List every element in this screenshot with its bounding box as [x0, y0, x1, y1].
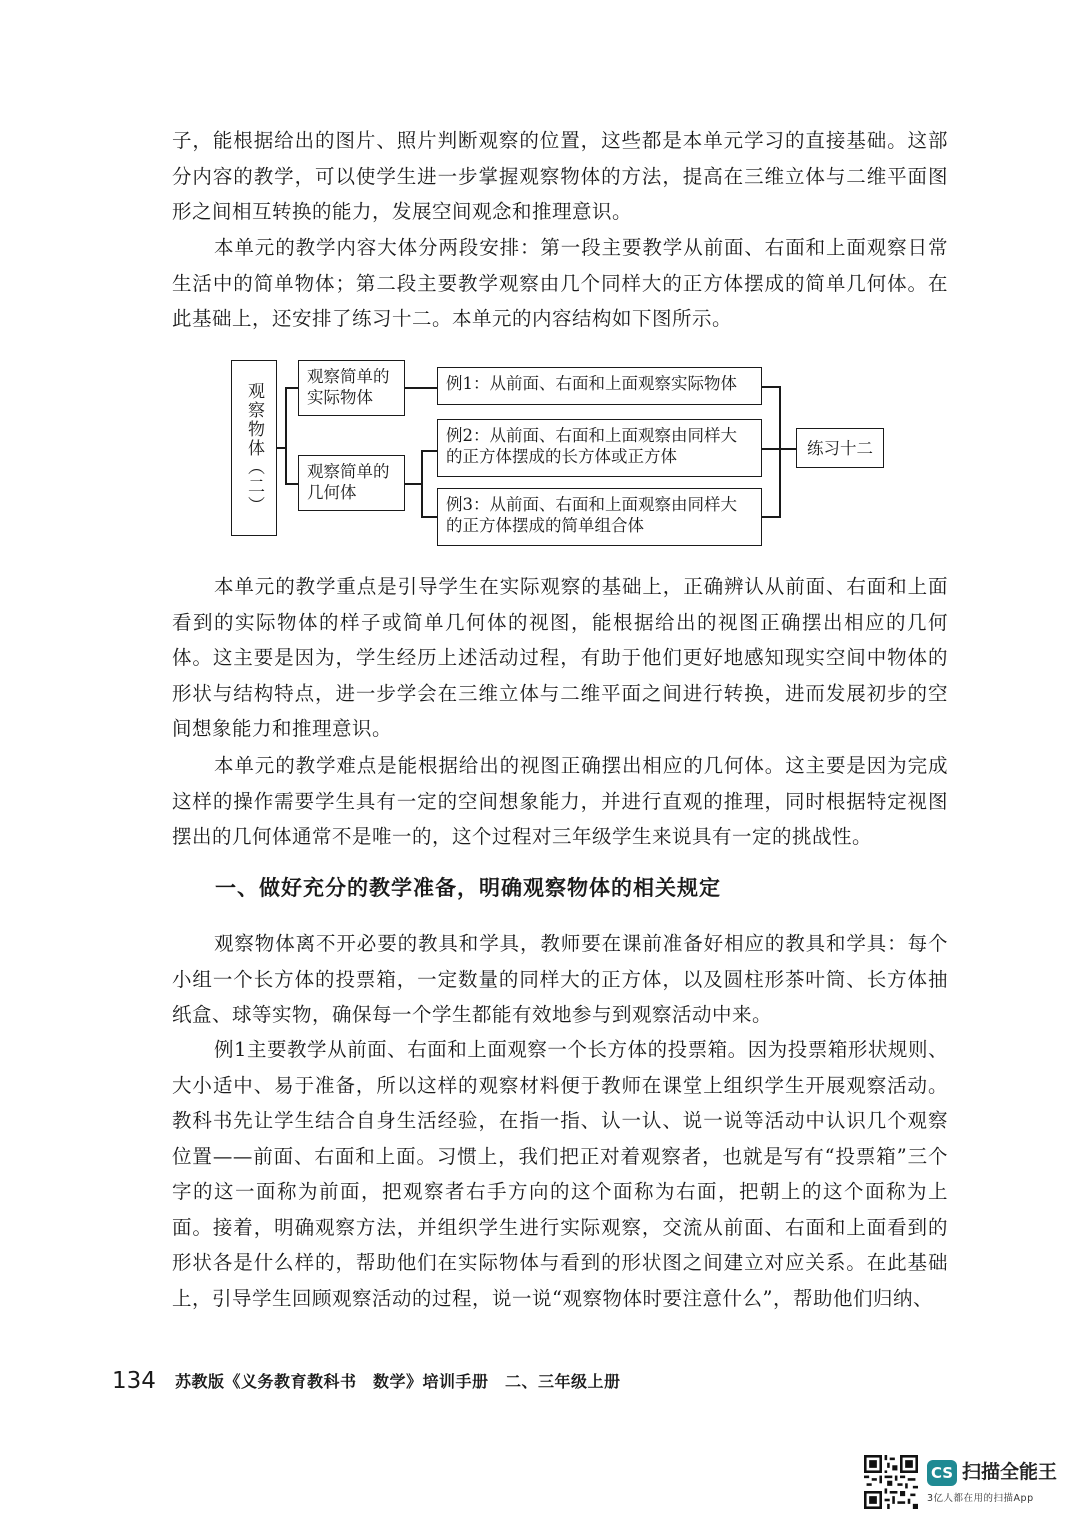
diagram-example-1-label: 例1：从前面、右面和上面观察实际物体 — [446, 374, 737, 393]
connector-line — [762, 386, 779, 388]
diagram-example-2-label: 例2：从前面、右面和上面观察由同样大的正方体摆成的长方体或正方体 — [446, 426, 737, 466]
connector-line — [405, 483, 421, 485]
diagram-practice-12-label: 练习十二 — [807, 438, 873, 458]
paragraph-example-1: 例1主要教学从前面、右面和上面观察一个长方体的投票箱。因为投票箱形状规则、大小适中、易于准备，所以这样的观察材料便于教师在课堂上组织学生开展观察活动。教科书先让学生结合自身生活经验，在指一指、认一认、说一说等活动中认识几个观察位置——前面、右面和上面。习惯上，我们把正对着观察者，也就是写有“投票箱”三个字的这一面称为前面，把观察者右手方向的这个面称为右面，把朝上的这个面称为上面。接着，明确观察方法，并组织学生进行实际观察，交流从前面、右面和上面看到的形状各是什么样的，帮助他们在实际物体与看到的形状图之间建立对应关系。在此基础上，引导学生回顾观察活动的过程，说一说“观察物体时要注意什么”，帮助他们归纳、 — [172, 1038, 948, 1310]
diagram-example-2 — [437, 419, 762, 477]
diagram-root-box — [231, 360, 277, 536]
connector-line — [779, 448, 796, 450]
connector-line — [779, 386, 781, 518]
paragraph-preparation: 观察物体离不开必要的教具和学具，教师要在课前准备好相应的教具和学具：每个小组一个长方体的投票箱，一定数量的同样大的正方体，以及圆柱形茶叶筒、长方体抽纸盒、球等实物，确保每一个学生都能有效地参与到观察活动中来。 — [172, 932, 948, 1026]
connector-line — [277, 447, 285, 449]
connector-line — [421, 450, 437, 452]
section-heading: 一、做好充分的教学准备，明确观察物体的相关规定 — [215, 875, 721, 900]
qr-code-icon — [864, 1455, 918, 1509]
connector-line — [421, 516, 437, 518]
scanner-logo-icon: CS — [927, 1460, 957, 1486]
diagram-root-label: 观察物体（二） — [244, 381, 264, 515]
diagram-group-solids — [298, 455, 405, 511]
scanner-app-name: 扫描全能王 — [962, 1461, 1058, 1483]
diagram-group-objects — [298, 360, 405, 416]
connector-line — [421, 450, 423, 517]
paragraph-arrangement: 本单元的教学内容大体分两段安排：第一段主要教学从前面、右面和上面观察日常生活中的简单物体；第二段主要教学观察由几个同样大的正方体摆成的简单几何体。在此基础上，还安排了练习十二。本单元的内容结构如下图所示。 — [172, 236, 948, 330]
connector-line — [285, 387, 298, 389]
scanner-app-tagline: 3亿人都在用的扫描App — [927, 1493, 1034, 1504]
connector-line — [285, 483, 298, 485]
connector-line — [405, 387, 437, 389]
book-title: 苏教版《义务教育教科书 数学》培训手册 二、三年级上册 — [175, 1372, 621, 1391]
diagram-group-objects-label: 观察简单的实际物体 — [307, 367, 390, 407]
connector-line — [762, 448, 779, 450]
diagram-group-solids-label: 观察简单的几何体 — [307, 462, 390, 502]
diagram-practice-12 — [796, 428, 884, 468]
page-number: 134 — [112, 1368, 156, 1394]
paragraph-intro: 子，能根据给出的图片、照片判断观察的位置，这些都是本单元学习的直接基础。这部分内容的教学，可以使学生进一步掌握观察物体的方法，提高在三维立体与二维平面图形之间相互转换的能力，发展空间观念和推理意识。 — [172, 129, 948, 223]
diagram-example-3-label: 例3：从前面、右面和上面观察由同样大的正方体摆成的简单组合体 — [446, 495, 737, 535]
paragraph-key-point: 本单元的教学重点是引导学生在实际观察的基础上，正确辨认从前面、右面和上面看到的实际物体的样子或简单几何体的视图，能根据给出的视图正确摆出相应的几何体。这主要是因为，学生经历上述活动过程，有助于他们更好地感知现实空间中物体的形状与结构特点，进一步学会在三维立体与二维平面之间进行转换，进而发展初步的空间想象能力和推理意识。 — [172, 575, 948, 740]
diagram-example-3 — [437, 488, 762, 546]
paragraph-difficulty: 本单元的教学难点是能根据给出的视图正确摆出相应的几何体。这主要是因为完成这样的操作需要学生具有一定的空间想象能力，并进行直观的推理，同时根据特定视图摆出的几何体通常不是唯一的，这个过程对三年级学生来说具有一定的挑战性。 — [172, 754, 948, 848]
diagram-example-1 — [437, 367, 762, 405]
connector-line — [762, 516, 779, 518]
connector-line — [285, 387, 287, 484]
